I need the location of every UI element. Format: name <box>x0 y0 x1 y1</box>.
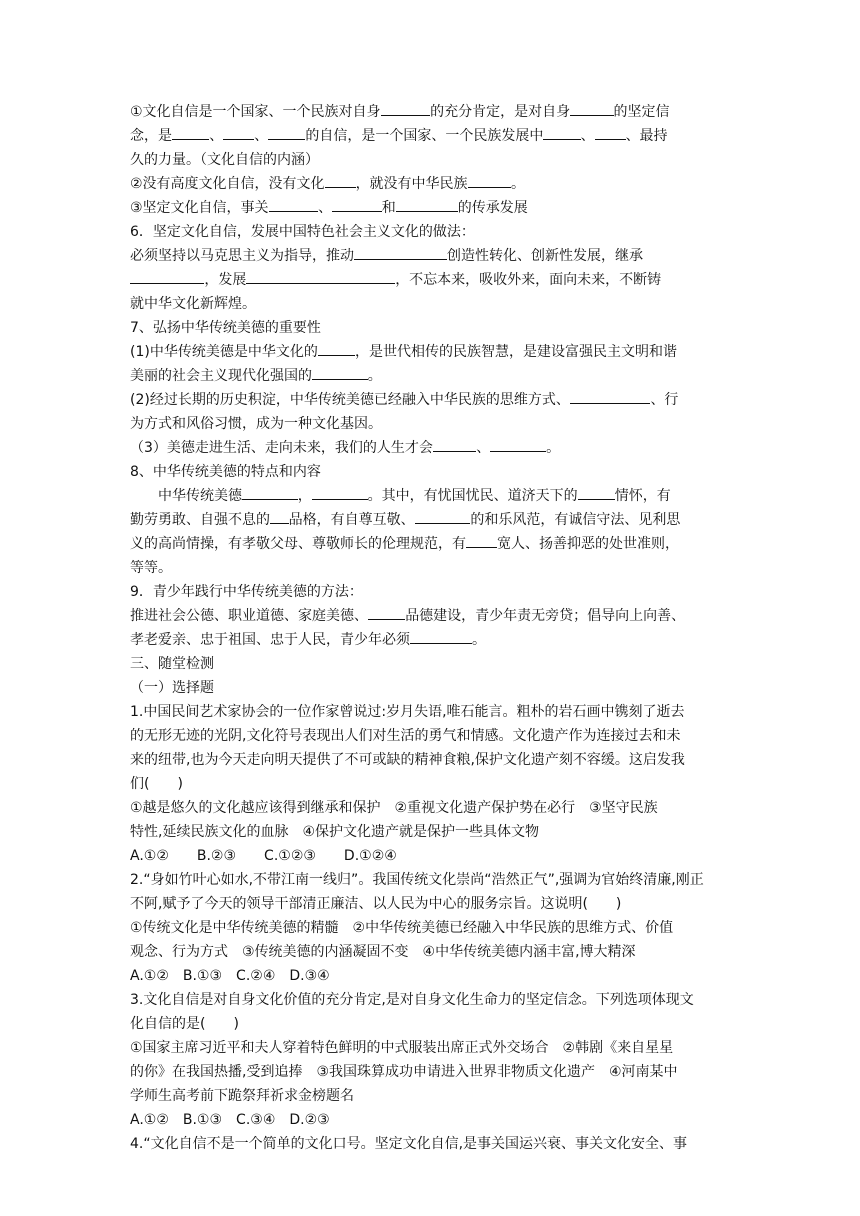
text-line: 不阿,赋予了今天的领导干部清正廉洁、以人民为中心的服务宗旨。这说明( ) <box>130 896 622 912</box>
section-mc2 <box>130 868 738 988</box>
section-part3 <box>130 652 738 700</box>
section-q9 <box>130 580 738 652</box>
fill-blank <box>578 484 615 500</box>
text-line: 3.文化自信是对自身文化价值的充分肯定,是对自身文化生命力的坚定信念。下列选项体现文 <box>130 992 694 1008</box>
text-line: 的你》在我国热播,受到追捧 ③我国珠算成功申请进入世界非物质文化遗产 ④河南某中 <box>130 1064 678 1080</box>
text-line: 久的力量。（文化自信的内涵） <box>130 152 319 168</box>
text-line: 孝老爱亲、忠于祖国、忠于人民，青少年必须 。 <box>130 628 738 652</box>
fill-blank <box>410 628 472 644</box>
text-line: ①文化自信是一个国家、一个民族对自身 的充分肯定，是对自身 的坚定信 <box>130 100 738 124</box>
text-line: 7、弘扬中华传统美德的重要性 <box>130 320 321 336</box>
text-line: 为方式和风俗习惯，成为一种文化基因。 <box>130 416 382 432</box>
text-line: 念，是 、 、 的自信，是一个国家、一个民族发展中 、 、最持 <box>130 124 738 148</box>
fill-blank <box>368 604 405 620</box>
fill-blank <box>312 364 368 380</box>
text-line: 学师生高考前下跪祭拜祈求金榜题名 <box>130 1088 354 1104</box>
text-line: 9．青少年践行中华传统美德的方法： <box>130 584 363 600</box>
fill-blank <box>468 172 511 188</box>
text-line: ①传统文化是中华传统美德的精髓 ②中华传统美德已经融入中华民族的思维方式、价值 <box>130 920 674 936</box>
fill-blank <box>543 124 580 140</box>
text-line: 义的高尚情操，有孝敬父母、尊敬师长的伦理规范，有 宽人、扬善抑恶的处世准则， <box>130 532 738 556</box>
section-q5 <box>130 100 738 220</box>
fill-blank <box>570 388 651 404</box>
text-line: 美丽的社会主义现代化强国的 。 <box>130 364 738 388</box>
text-line: 勤劳勇敢、自强不息的 品格，有自尊互敬、 的和乐风范，有诚信守法、见利思 <box>130 508 738 532</box>
text-line: 4.“文化自信不是一个简单的文化口号。坚定文化自信,是事关国运兴衰、事关文化安全、事 <box>130 1136 688 1152</box>
fill-blank <box>433 436 476 452</box>
text-line: 化自信的是( ) <box>130 1016 239 1032</box>
text-line: 推进社会公德、职业道德、家庭美德、 品德建设，青少年责无旁贷；倡导向上向善、 <box>130 604 738 628</box>
text-line: 6．坚定文化自信，发展中国特色社会主义文化的做法： <box>130 224 475 240</box>
fill-blank <box>312 484 368 500</box>
section-q7 <box>130 316 738 460</box>
text-line: 2.“身如竹叶心如水,不带江南一线归”。我国传统文化崇尚“浩然正气”,强调为官始终清廉,刚正 <box>130 872 704 888</box>
document-page <box>130 100 738 1156</box>
text-line: ①越是悠久的文化越应该得到继承和保护 ②重视文化遗产保护势在必行 ③坚守民族 <box>130 800 658 816</box>
text-line: 的无形无迹的光阴,文化符号表现出人们对生活的勇气和情感。文化遗产作为连接过去和未 <box>130 728 681 744</box>
text-line: A.①② B.②③ C.①②③ D.①②④ <box>130 848 397 864</box>
section-mc1 <box>130 700 738 868</box>
text-line: （一）选择题 <box>130 680 214 696</box>
fill-blank <box>223 124 254 140</box>
fill-blank <box>466 532 497 548</box>
text-line: ，发展 ，不忘本来，吸收外来，面向未来，不断铸 <box>130 268 738 292</box>
section-q6 <box>130 220 738 316</box>
fill-blank <box>570 100 613 116</box>
fill-blank <box>396 196 458 212</box>
fill-blank <box>381 100 431 116</box>
fill-blank <box>354 244 447 260</box>
fill-blank <box>268 124 305 140</box>
section-mc3 <box>130 988 738 1132</box>
text-line: 1.中国民间艺术家协会的一位作家曾说过:岁月失语,唯石能言。粗朴的岩石画中镌刻了逝去 <box>130 704 685 720</box>
fill-blank <box>415 508 471 524</box>
fill-blank <box>242 484 298 500</box>
text-line: 观念、行为方式 ③传统美德的内涵凝固不变 ④中华传统美德内涵丰富,博大精深 <box>130 944 636 960</box>
fill-blank <box>246 268 395 284</box>
text-line: 特性,延续民族文化的血脉 ④保护文化遗产就是保护一些具体文物 <box>130 824 539 840</box>
text-line: (1)中华传统美德是中华文化的 ，是世代相传的民族智慧，是建设富强民主文明和谐 <box>130 340 738 364</box>
text-line: ①国家主席习近平和夫人穿着特色鲜明的中式服装出席正式外交场合 ②韩剧《来自星星 <box>130 1040 674 1056</box>
text-line: 必须坚持以马克思主义为指导，推动 创造性转化、创新性发展，继承 <box>130 244 738 268</box>
text-line: （3）美德走进生活、走向未来，我们的人生才会 、 。 <box>130 436 738 460</box>
text-line: 就中华文化新辉煌。 <box>130 296 256 312</box>
text-line: (2)经过长期的历史积淀，中华传统美德已经融入中华民族的思维方式、 、行 <box>130 388 738 412</box>
fill-blank <box>595 124 626 140</box>
fill-blank <box>332 196 382 212</box>
text-line: 等等。 <box>130 560 172 576</box>
text-line: ②没有高度文化自信，没有文化 ，就没有中华民族 。 <box>130 172 738 196</box>
text-line: 来的纽带,也为今天走向明天提供了不可或缺的精神食粮,保护文化遗产刻不容缓。这启发我 <box>130 752 685 768</box>
fill-blank <box>130 268 204 284</box>
text-line: 们( ) <box>130 776 183 792</box>
text-line: ③坚定文化自信，事关 、 和 的传承发展 <box>130 196 738 220</box>
text-line: 中华传统美德 ， 。其中，有忧国忧民、道济天下的 情怀，有 <box>130 484 738 508</box>
section-q8 <box>130 460 738 580</box>
text-line: 8、中华传统美德的特点和内容 <box>130 464 321 480</box>
text-line: A.①② B.①③ C.②④ D.③④ <box>130 968 330 984</box>
text-line: A.①② B.①③ C.③④ D.②③ <box>130 1112 330 1128</box>
section-mc4 <box>130 1132 738 1156</box>
fill-blank <box>172 124 209 140</box>
text-line: 三、随堂检测 <box>130 656 214 672</box>
fill-blank <box>269 196 319 212</box>
fill-blank <box>325 172 356 188</box>
fill-blank <box>270 508 289 524</box>
fill-blank <box>318 340 355 356</box>
fill-blank <box>490 436 546 452</box>
